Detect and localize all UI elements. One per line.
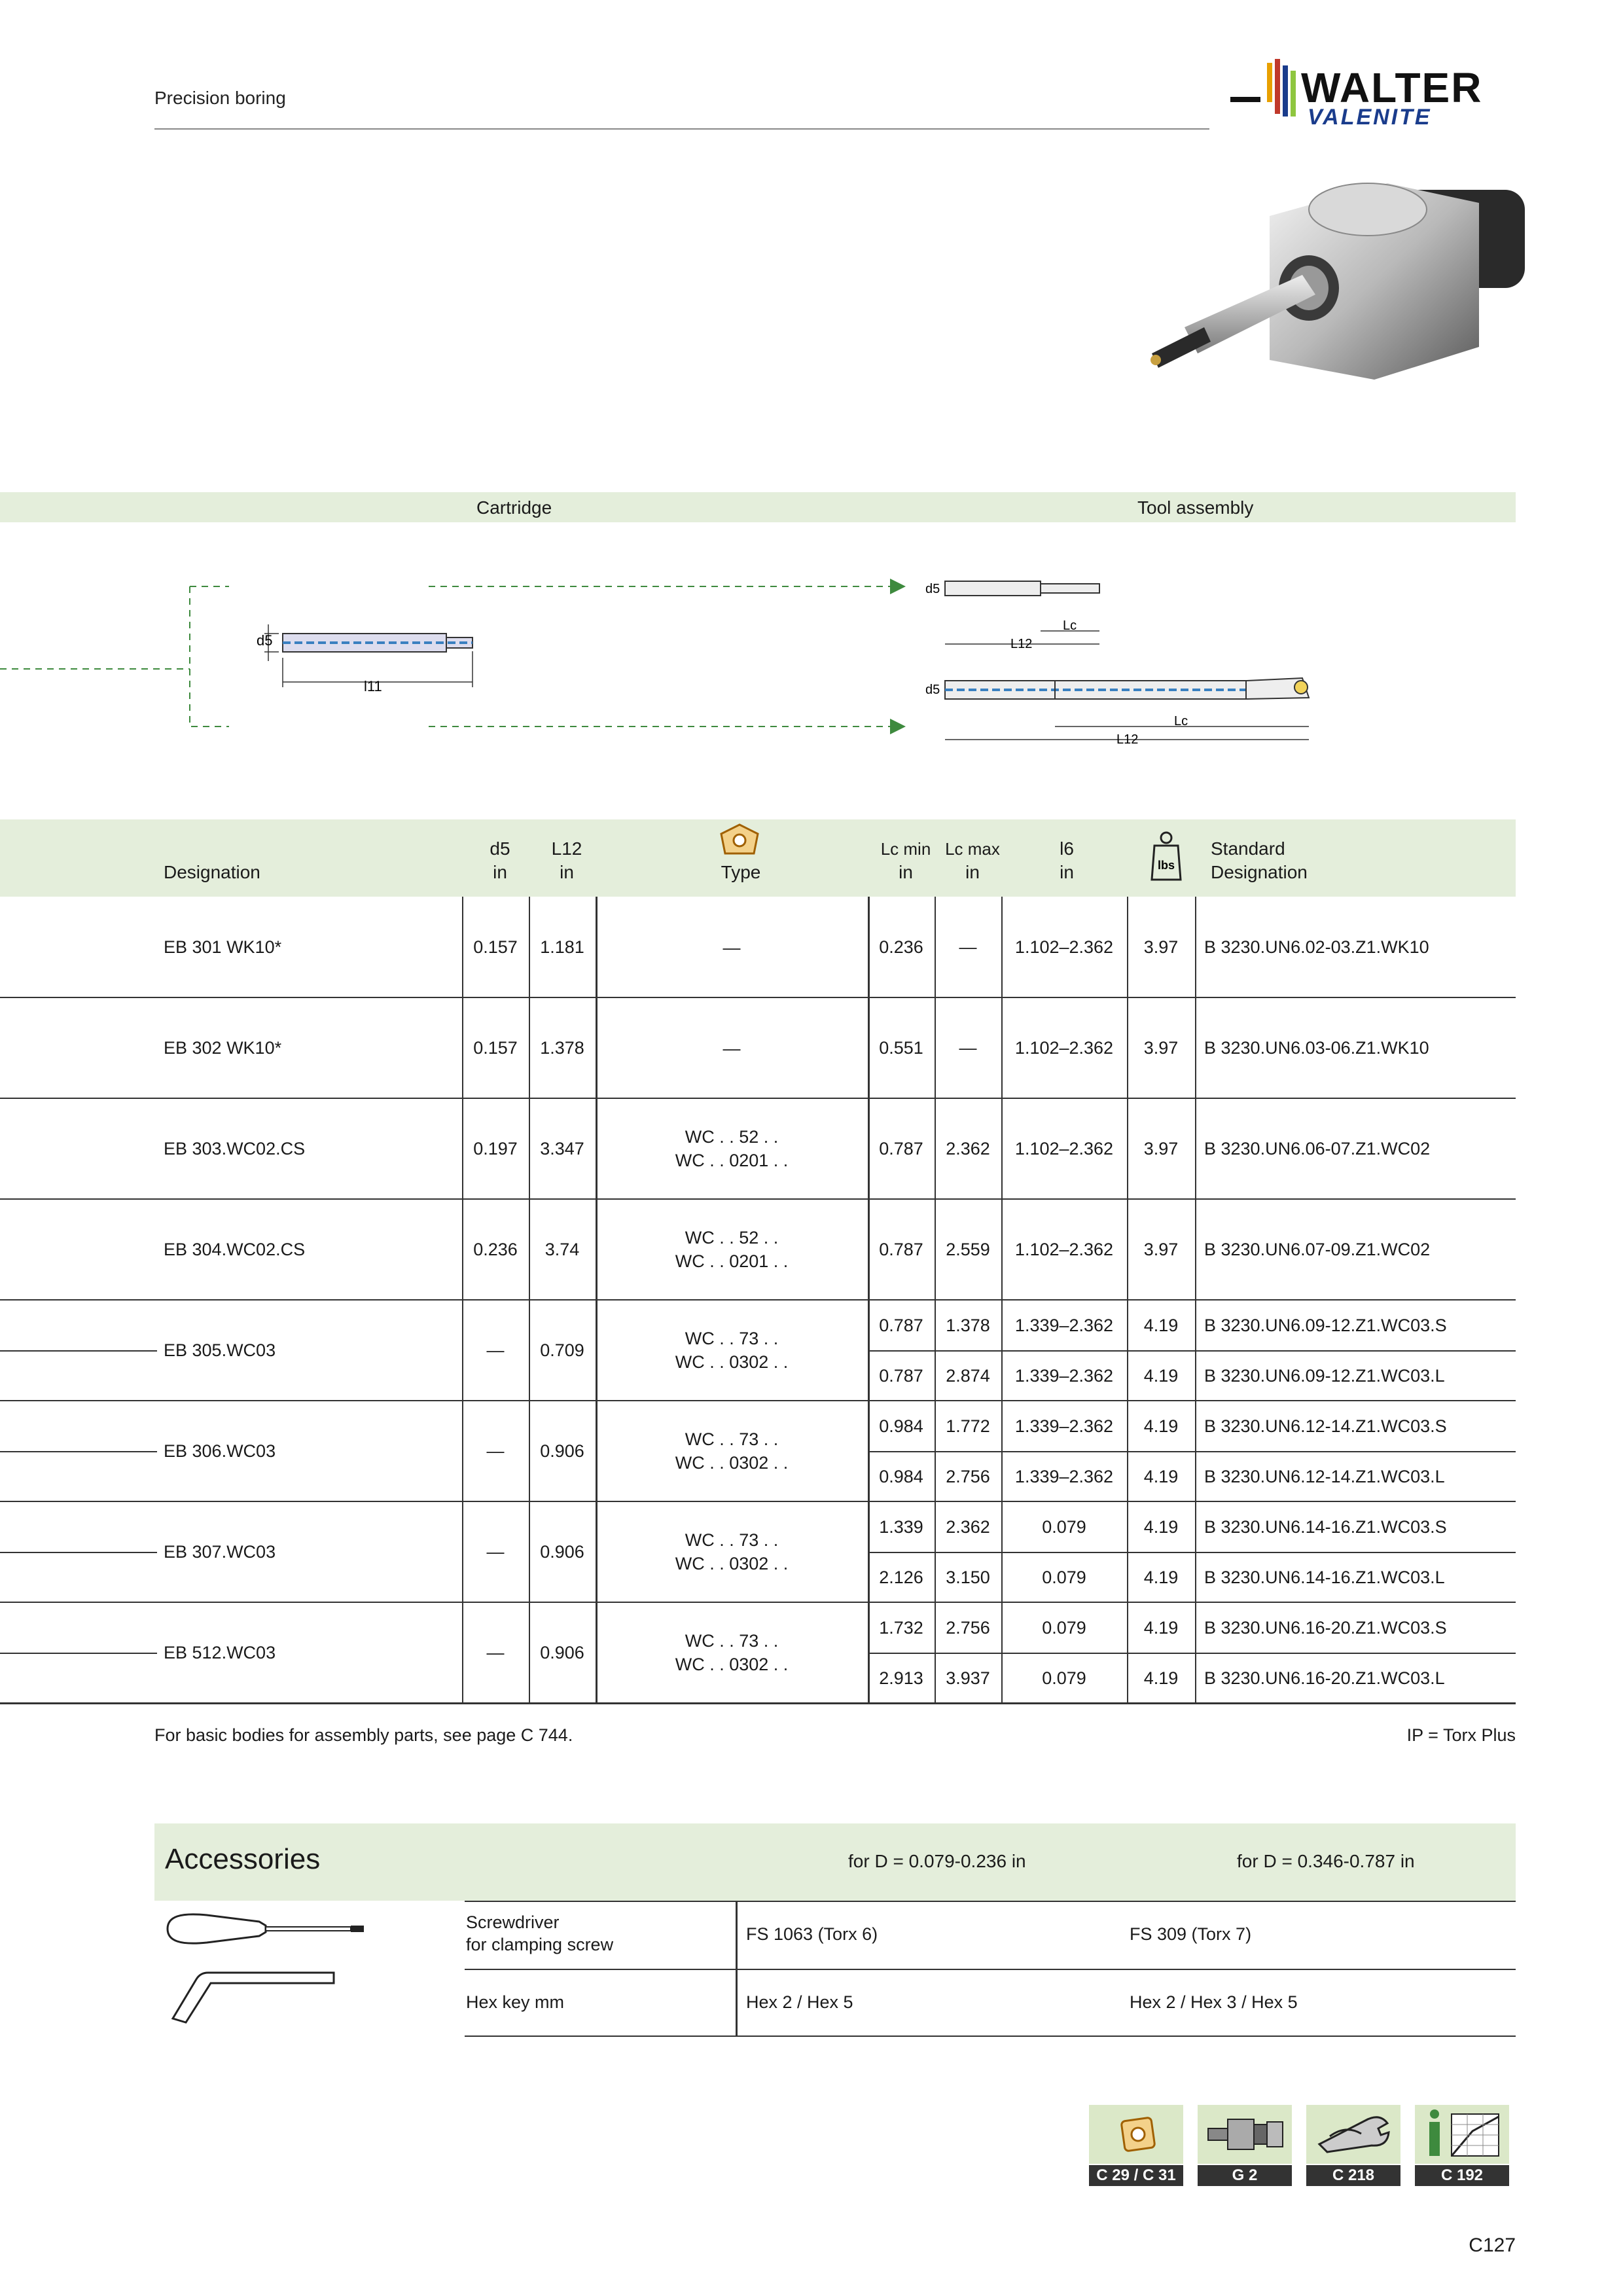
header-l12: L12	[551, 838, 582, 859]
note-basic-bodies: For basic bodies for assembly parts, see page C 744.	[154, 1725, 573, 1745]
lcmax-cell: 2.559	[946, 1240, 990, 1259]
table-row-divider	[0, 1400, 1516, 1401]
footer-link-inserts[interactable]	[1089, 2105, 1183, 2186]
weight-cell: 3.97	[1143, 1240, 1179, 1259]
lcmax-cell: 2.362	[946, 1139, 990, 1158]
l12-cell: 1.378	[540, 1038, 584, 1058]
tool-holder-icon	[1198, 2105, 1292, 2164]
assembly-top-d5-label: d5	[925, 582, 940, 596]
lcmin-cell: 0.236	[879, 937, 923, 957]
lcmax-cell: 1.772	[946, 1416, 990, 1436]
designation-cell: EB 305.WC03	[164, 1340, 276, 1360]
l12-cell: 0.906	[540, 1441, 584, 1461]
lcmax-cell: 2.874	[946, 1365, 990, 1386]
weight-cell: 4.19	[1143, 1516, 1179, 1537]
type-cell-line2: WC . . 0302 . .	[675, 1453, 789, 1473]
d5-cell: 0.157	[473, 1038, 518, 1058]
header-l12-unit: in	[560, 862, 574, 882]
weight-cell: 4.19	[1143, 1365, 1179, 1386]
acc-item-screwdriver-col1: FS 1063 (Torx 6)	[746, 1924, 878, 1944]
table-body	[0, 897, 1516, 1715]
acc-item-screwdriver-col2: FS 309 (Torx 7)	[1130, 1924, 1252, 1944]
weight-cell: 4.19	[1143, 1315, 1179, 1335]
footer-link-wrench[interactable]	[1306, 2105, 1400, 2186]
d5-cell: —	[486, 1643, 505, 1662]
designation-cell: EB 301 WK10*	[164, 937, 282, 957]
header-lcmin-unit: in	[899, 862, 913, 882]
acc-item-hexkey-name: Hex key mm	[466, 1992, 565, 2012]
insert-type-icon	[717, 822, 762, 857]
l6-cell: 1.102–2.362	[1014, 1139, 1114, 1158]
logo-walter-text: WALTER	[1301, 64, 1483, 111]
standard-designation-cell: B 3230.UN6.16-20.Z1.WC03.L	[1204, 1668, 1445, 1688]
l12-cell: 3.347	[540, 1139, 584, 1158]
lcmin-cell: 2.126	[879, 1567, 923, 1587]
lcmax-cell: 3.150	[946, 1567, 990, 1587]
l12-cell: 0.709	[540, 1340, 584, 1360]
sub-row-divider	[868, 1350, 1516, 1352]
standard-designation-cell: B 3230.UN6.07-09.Z1.WC02	[1204, 1240, 1431, 1259]
type-cell-line2: WC . . 0201 . .	[675, 1251, 789, 1271]
l6-cell: 1.339–2.362	[1014, 1466, 1114, 1486]
sub-row-divider-left	[0, 1350, 157, 1352]
designation-cell: EB 304.WC02.CS	[164, 1240, 306, 1259]
header-l6-unit: in	[1060, 862, 1074, 882]
designation-cell: EB 512.WC03	[164, 1643, 276, 1662]
lcmin-cell: 2.913	[879, 1668, 923, 1688]
acc-vline	[736, 1901, 738, 2037]
footer-label-wrench: C 218	[1306, 2165, 1400, 2186]
sub-row-divider	[868, 1552, 1516, 1553]
l12-cell: 3.74	[544, 1240, 580, 1259]
standard-designation-cell: B 3230.UN6.14-16.Z1.WC03.L	[1204, 1567, 1445, 1587]
designation-cell: EB 302 WK10*	[164, 1038, 282, 1058]
l6-cell: 1.102–2.362	[1014, 937, 1114, 957]
assembly-bottom-d5-label: d5	[925, 683, 940, 697]
lcmax-cell: 2.362	[946, 1516, 990, 1537]
lcmin-cell: 1.339	[879, 1516, 923, 1537]
l6-cell: 0.079	[1042, 1617, 1086, 1638]
type-cell-line1: WC . . 73 . .	[685, 1631, 779, 1651]
type-cell-line2: WC . . 0201 . .	[675, 1151, 789, 1170]
d5-cell: —	[486, 1542, 505, 1562]
footer-link-holders[interactable]	[1198, 2105, 1292, 2186]
weight-cell: 4.19	[1143, 1567, 1179, 1587]
header-rule	[154, 128, 1209, 130]
standard-designation-cell: B 3230.UN6.09-12.Z1.WC03.L	[1204, 1365, 1445, 1386]
header-type: Type	[721, 862, 761, 882]
standard-designation-cell: B 3230.UN6.16-20.Z1.WC03.S	[1204, 1617, 1447, 1638]
table-row-divider	[0, 1501, 1516, 1502]
footer-label-inserts: C 29 / C 31	[1089, 2165, 1183, 2186]
hex-key-icon	[164, 1967, 347, 2026]
page-number: C127	[1469, 2234, 1516, 2256]
table-row-divider	[0, 1299, 1516, 1300]
assembly-top-lc-label: Lc	[1063, 619, 1077, 633]
header-standard: Standard	[1211, 838, 1285, 859]
l12-cell: 0.906	[540, 1542, 584, 1562]
lcmax-cell: 3.937	[946, 1668, 990, 1688]
sub-row-divider	[868, 1653, 1516, 1654]
type-cell-line1: WC . . 73 . .	[685, 1429, 779, 1449]
acc-line-3	[465, 2036, 1516, 2037]
type-cell: —	[722, 1039, 741, 1058]
header-lcmax-unit: in	[965, 862, 980, 882]
logo-valenite-text: VALENITE	[1308, 105, 1432, 130]
lcmax-cell: —	[959, 1038, 977, 1058]
boring-head-photo	[1113, 164, 1531, 399]
tool-assembly-label: Tool assembly	[1137, 497, 1254, 518]
lcmin-cell: 0.984	[879, 1466, 923, 1486]
weight-cell: 3.97	[1143, 1139, 1179, 1158]
sub-row-divider-left	[0, 1653, 157, 1654]
table-header	[0, 819, 1516, 897]
standard-designation-cell: B 3230.UN6.12-14.Z1.WC03.S	[1204, 1416, 1447, 1436]
sub-row-divider	[868, 1451, 1516, 1452]
assembly-top-l12-label: L12	[1010, 637, 1033, 651]
type-cell-line1: WC . . 73 . .	[685, 1530, 779, 1550]
type-cell-line1: WC . . 52 . .	[685, 1228, 779, 1247]
type-cell: —	[722, 938, 741, 958]
cartridge-label: Cartridge	[476, 497, 552, 518]
weight-cell: 3.97	[1143, 937, 1179, 957]
diagram-l11-label: l11	[364, 678, 382, 694]
weight-icon-label: lbs	[1157, 859, 1175, 872]
standard-designation-cell: B 3230.UN6.03-06.Z1.WK10	[1204, 1038, 1429, 1058]
l6-cell: 1.102–2.362	[1014, 1038, 1114, 1058]
standard-designation-cell: B 3230.UN6.12-14.Z1.WC03.L	[1204, 1466, 1445, 1486]
l6-cell: 0.079	[1042, 1516, 1086, 1537]
type-cell-line2: WC . . 0302 . .	[675, 1554, 789, 1573]
designation-cell: EB 303.WC02.CS	[164, 1139, 306, 1158]
weight-cell: 4.19	[1143, 1668, 1179, 1688]
accessories-col2-header: for D = 0.346-0.787 in	[1237, 1851, 1415, 1871]
header-lcmin: Lc min	[880, 839, 931, 859]
d5-cell: 0.197	[473, 1139, 518, 1158]
weight-cell: 3.97	[1143, 1038, 1179, 1058]
l12-cell: 1.181	[540, 937, 584, 957]
footer-label-info: C 192	[1415, 2165, 1509, 2186]
header-lcmax: Lc max	[945, 839, 1000, 859]
diagram-d5-label: d5	[257, 632, 273, 649]
accessories-col1-header: for D = 0.079-0.236 in	[848, 1851, 1026, 1871]
l6-cell: 1.102–2.362	[1014, 1240, 1114, 1259]
header-d5-unit: in	[493, 862, 507, 882]
weight-cell: 4.19	[1143, 1617, 1179, 1638]
sub-row-divider-left	[0, 1552, 157, 1553]
section-band	[0, 492, 1516, 522]
designation-cell: EB 306.WC03	[164, 1441, 276, 1461]
l6-cell: 1.339–2.362	[1014, 1365, 1114, 1386]
lcmin-cell: 0.787	[879, 1315, 923, 1335]
lcmin-cell: 0.984	[879, 1416, 923, 1436]
lcmax-cell: —	[959, 937, 977, 957]
header-title: Precision boring	[154, 88, 286, 108]
weight-icon	[1149, 830, 1183, 882]
standard-designation-cell: B 3230.UN6.02-03.Z1.WK10	[1204, 937, 1429, 957]
header-d5: d5	[490, 838, 510, 859]
l6-cell: 1.339–2.362	[1014, 1315, 1114, 1335]
weight-cell: 4.19	[1143, 1416, 1179, 1436]
table-row-divider	[0, 997, 1516, 998]
d5-cell: 0.236	[473, 1240, 518, 1259]
type-cell-line2: WC . . 0302 . .	[675, 1655, 789, 1674]
footer-link-info[interactable]	[1415, 2105, 1509, 2186]
info-chart-icon	[1415, 2105, 1509, 2164]
acc-item-screwdriver-line2: for clamping screw	[466, 1935, 614, 1954]
table-row-divider	[0, 1602, 1516, 1603]
standard-designation-cell: B 3230.UN6.14-16.Z1.WC03.S	[1204, 1516, 1447, 1537]
insert-icon	[1089, 2105, 1183, 2164]
lcmax-cell: 2.756	[946, 1466, 990, 1486]
acc-line-1	[465, 1901, 1516, 1902]
header-designation: Designation	[164, 862, 260, 882]
d5-cell: —	[486, 1340, 505, 1360]
table-row-divider	[0, 1198, 1516, 1200]
lcmin-cell: 0.551	[879, 1038, 923, 1058]
lcmax-cell: 2.756	[946, 1617, 990, 1638]
table-row-divider	[0, 1702, 1516, 1704]
l6-cell: 0.079	[1042, 1567, 1086, 1587]
acc-item-hexkey-col1: Hex 2 / Hex 5	[746, 1992, 853, 2012]
lcmin-cell: 0.787	[879, 1139, 923, 1158]
standard-designation-cell: B 3230.UN6.09-12.Z1.WC03.S	[1204, 1315, 1447, 1335]
l6-cell: 0.079	[1042, 1668, 1086, 1688]
weight-cell: 4.19	[1143, 1466, 1179, 1486]
l6-cell: 1.339–2.362	[1014, 1416, 1114, 1436]
arrow-top-icon	[890, 579, 906, 594]
accessories-title: Accessories	[165, 1843, 321, 1875]
note-torx-plus: IP = Torx Plus	[1406, 1725, 1516, 1745]
designation-cell: EB 307.WC03	[164, 1542, 276, 1562]
header-standard-designation: Designation	[1211, 862, 1308, 882]
header-l6: l6	[1060, 838, 1074, 859]
l12-cell: 0.906	[540, 1643, 584, 1662]
acc-item-screwdriver-line1: Screwdriver	[466, 1912, 560, 1932]
acc-line-2	[465, 1969, 1516, 1970]
footer-label-holders: G 2	[1198, 2165, 1292, 2186]
type-cell-line1: WC . . 73 . .	[685, 1329, 779, 1348]
lcmin-cell: 1.732	[879, 1617, 923, 1638]
acc-item-hexkey-col2: Hex 2 / Hex 3 / Hex 5	[1130, 1992, 1298, 2012]
arrow-bottom-icon	[890, 719, 906, 734]
lcmax-cell: 1.378	[946, 1315, 990, 1335]
assembly-bottom-l12-label: L12	[1116, 732, 1139, 747]
d5-cell: 0.157	[473, 937, 518, 957]
assembly-bottom-lc-label: Lc	[1174, 714, 1188, 728]
type-cell-line2: WC . . 0302 . .	[675, 1352, 789, 1372]
d5-cell: —	[486, 1441, 505, 1461]
table-row-divider	[0, 1098, 1516, 1099]
lcmin-cell: 0.787	[879, 1240, 923, 1259]
cartridge-assembly-diagram	[0, 563, 1374, 759]
type-cell-line1: WC . . 52 . .	[685, 1127, 779, 1147]
lcmin-cell: 0.787	[879, 1365, 923, 1386]
standard-designation-cell: B 3230.UN6.06-07.Z1.WC02	[1204, 1139, 1431, 1158]
screwdriver-icon	[161, 1906, 370, 1952]
wrench-icon	[1306, 2105, 1400, 2164]
walter-valenite-logo	[1230, 56, 1518, 135]
sub-row-divider-left	[0, 1451, 157, 1452]
